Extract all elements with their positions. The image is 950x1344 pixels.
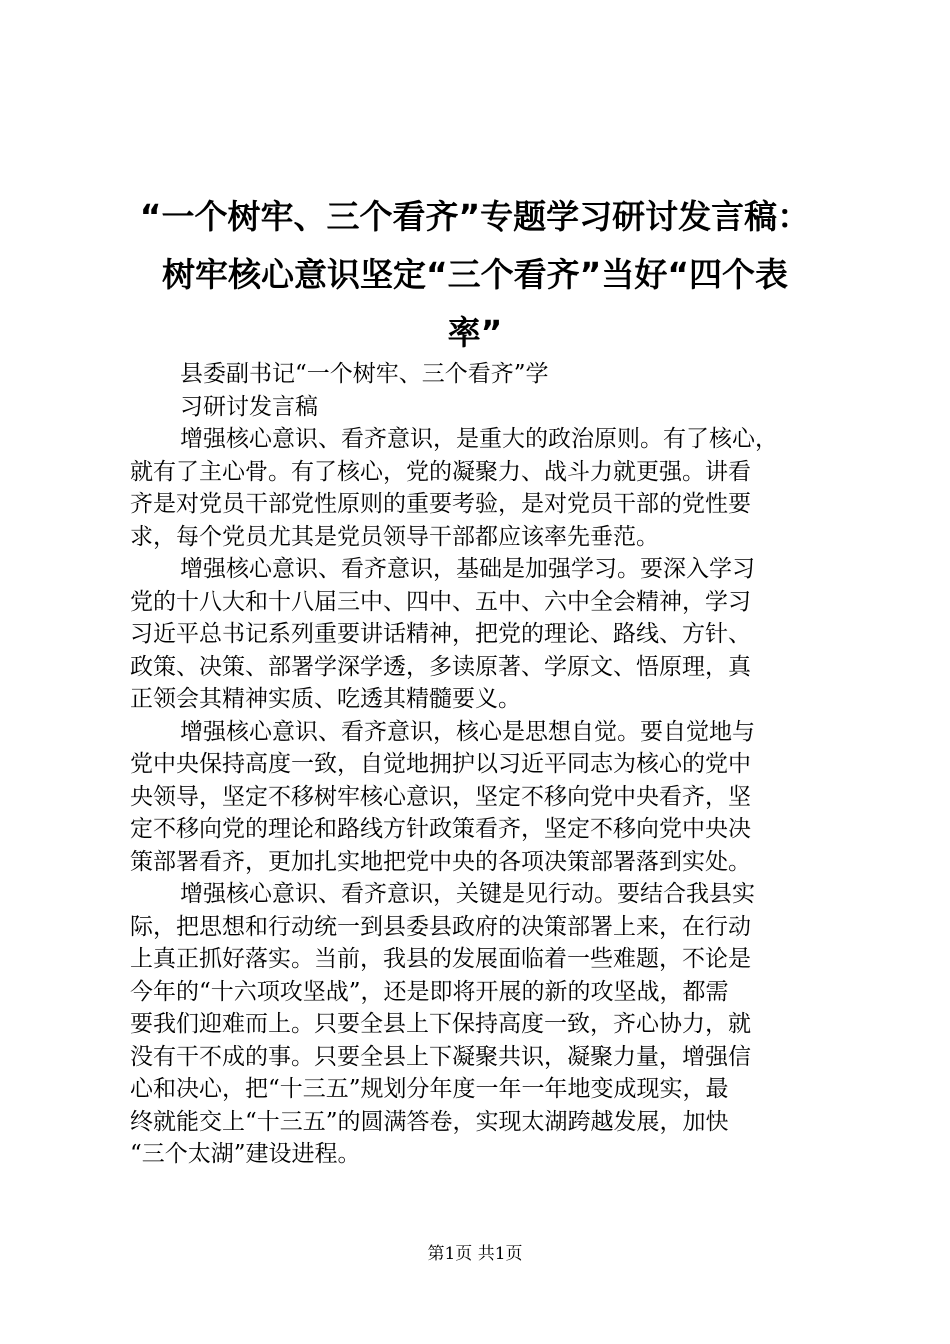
body-line: 增强核心意识、看齐意识，关键是见行动。要结合我县实 [180,881,755,907]
body-line: 央领导，坚定不移树牢核心意识，坚定不移向党中央看齐，坚 [130,783,751,810]
body-line: 增强核心意识、看齐意识，是重大的政治原则。有了核心， [180,426,778,452]
body-line: “三个太湖”建设进程。 [130,1141,361,1167]
body-line: 今年的“十六项攻坚战”，还是即将开展的新的攻坚战，都需 [130,978,729,1005]
body-line: 没有干不成的事。只要全县上下凝聚共识，凝聚力量，增强信 [130,1043,751,1070]
document-title [120,188,830,362]
body-line: 策部署看齐，更加扎实地把党中央的各项决策部署落到实处。 [130,848,751,875]
title-line-1: “一个树牢、三个看齐”专题学习研讨发言稿： [139,197,811,236]
body-line: 增强核心意识、看齐意识，基础是加强学习。要深入学习 [180,556,755,582]
document-body [130,358,840,1171]
body-line: 终就能交上“十三五”的圆满答卷，实现太湖跨越发展，加快 [130,1108,729,1135]
title-line-3: 率” [447,313,503,352]
body-line: 党的十八大和十八届三中、四中、五中、六中全会精神，学习 [130,588,751,615]
body-line: 党中央保持高度一致，自觉地拥护以习近平同志为核心的党中 [130,751,751,777]
body-line: 习研讨发言稿 [180,393,318,420]
body-line: 际，把思想和行动统一到县委县政府的决策部署上来，在行动 [130,913,751,940]
page-footer: 第1页 共1页 [427,1244,523,1264]
body-line: 齐是对党员干部党性原则的重要考验，是对党员干部的党性要 [130,491,751,517]
body-line: 定不移向党的理论和路线方针政策看齐，坚定不移向党中央决 [130,816,751,842]
body-line: 求，每个党员尤其是党员领导干部都应该率先垂范。 [130,523,659,550]
body-line: 心和决心，把“十三五”规划分年度一年一年地变成现实，最 [130,1076,729,1102]
body-line: 县委副书记“一个树牢、三个看齐”学 [180,361,549,387]
body-line: 增强核心意识、看齐意识，核心是思想自觉。要自觉地与 [180,718,755,745]
body-line: 要我们迎难而上。只要全县上下保持高度一致，齐心协力，就 [130,1011,751,1037]
title-line-2: 树牢核心意识坚定“三个看齐”当好“四个表 [161,255,789,294]
body-line: 正领会其精神实质、吃透其精髓要义。 [130,686,521,712]
body-line: 政策、决策、部署学深学透，多读原著、学原文、悟原理，真 [130,653,751,680]
body-line: 上真正抓好落实。当前，我县的发展面临着一些难题，不论是 [130,946,751,972]
body-line: 习近平总书记系列重要讲话精神，把党的理论、路线、方针、 [130,621,751,647]
body-line: 就有了主心骨。有了核心，党的凝聚力、战斗力就更强。讲看 [130,458,751,485]
